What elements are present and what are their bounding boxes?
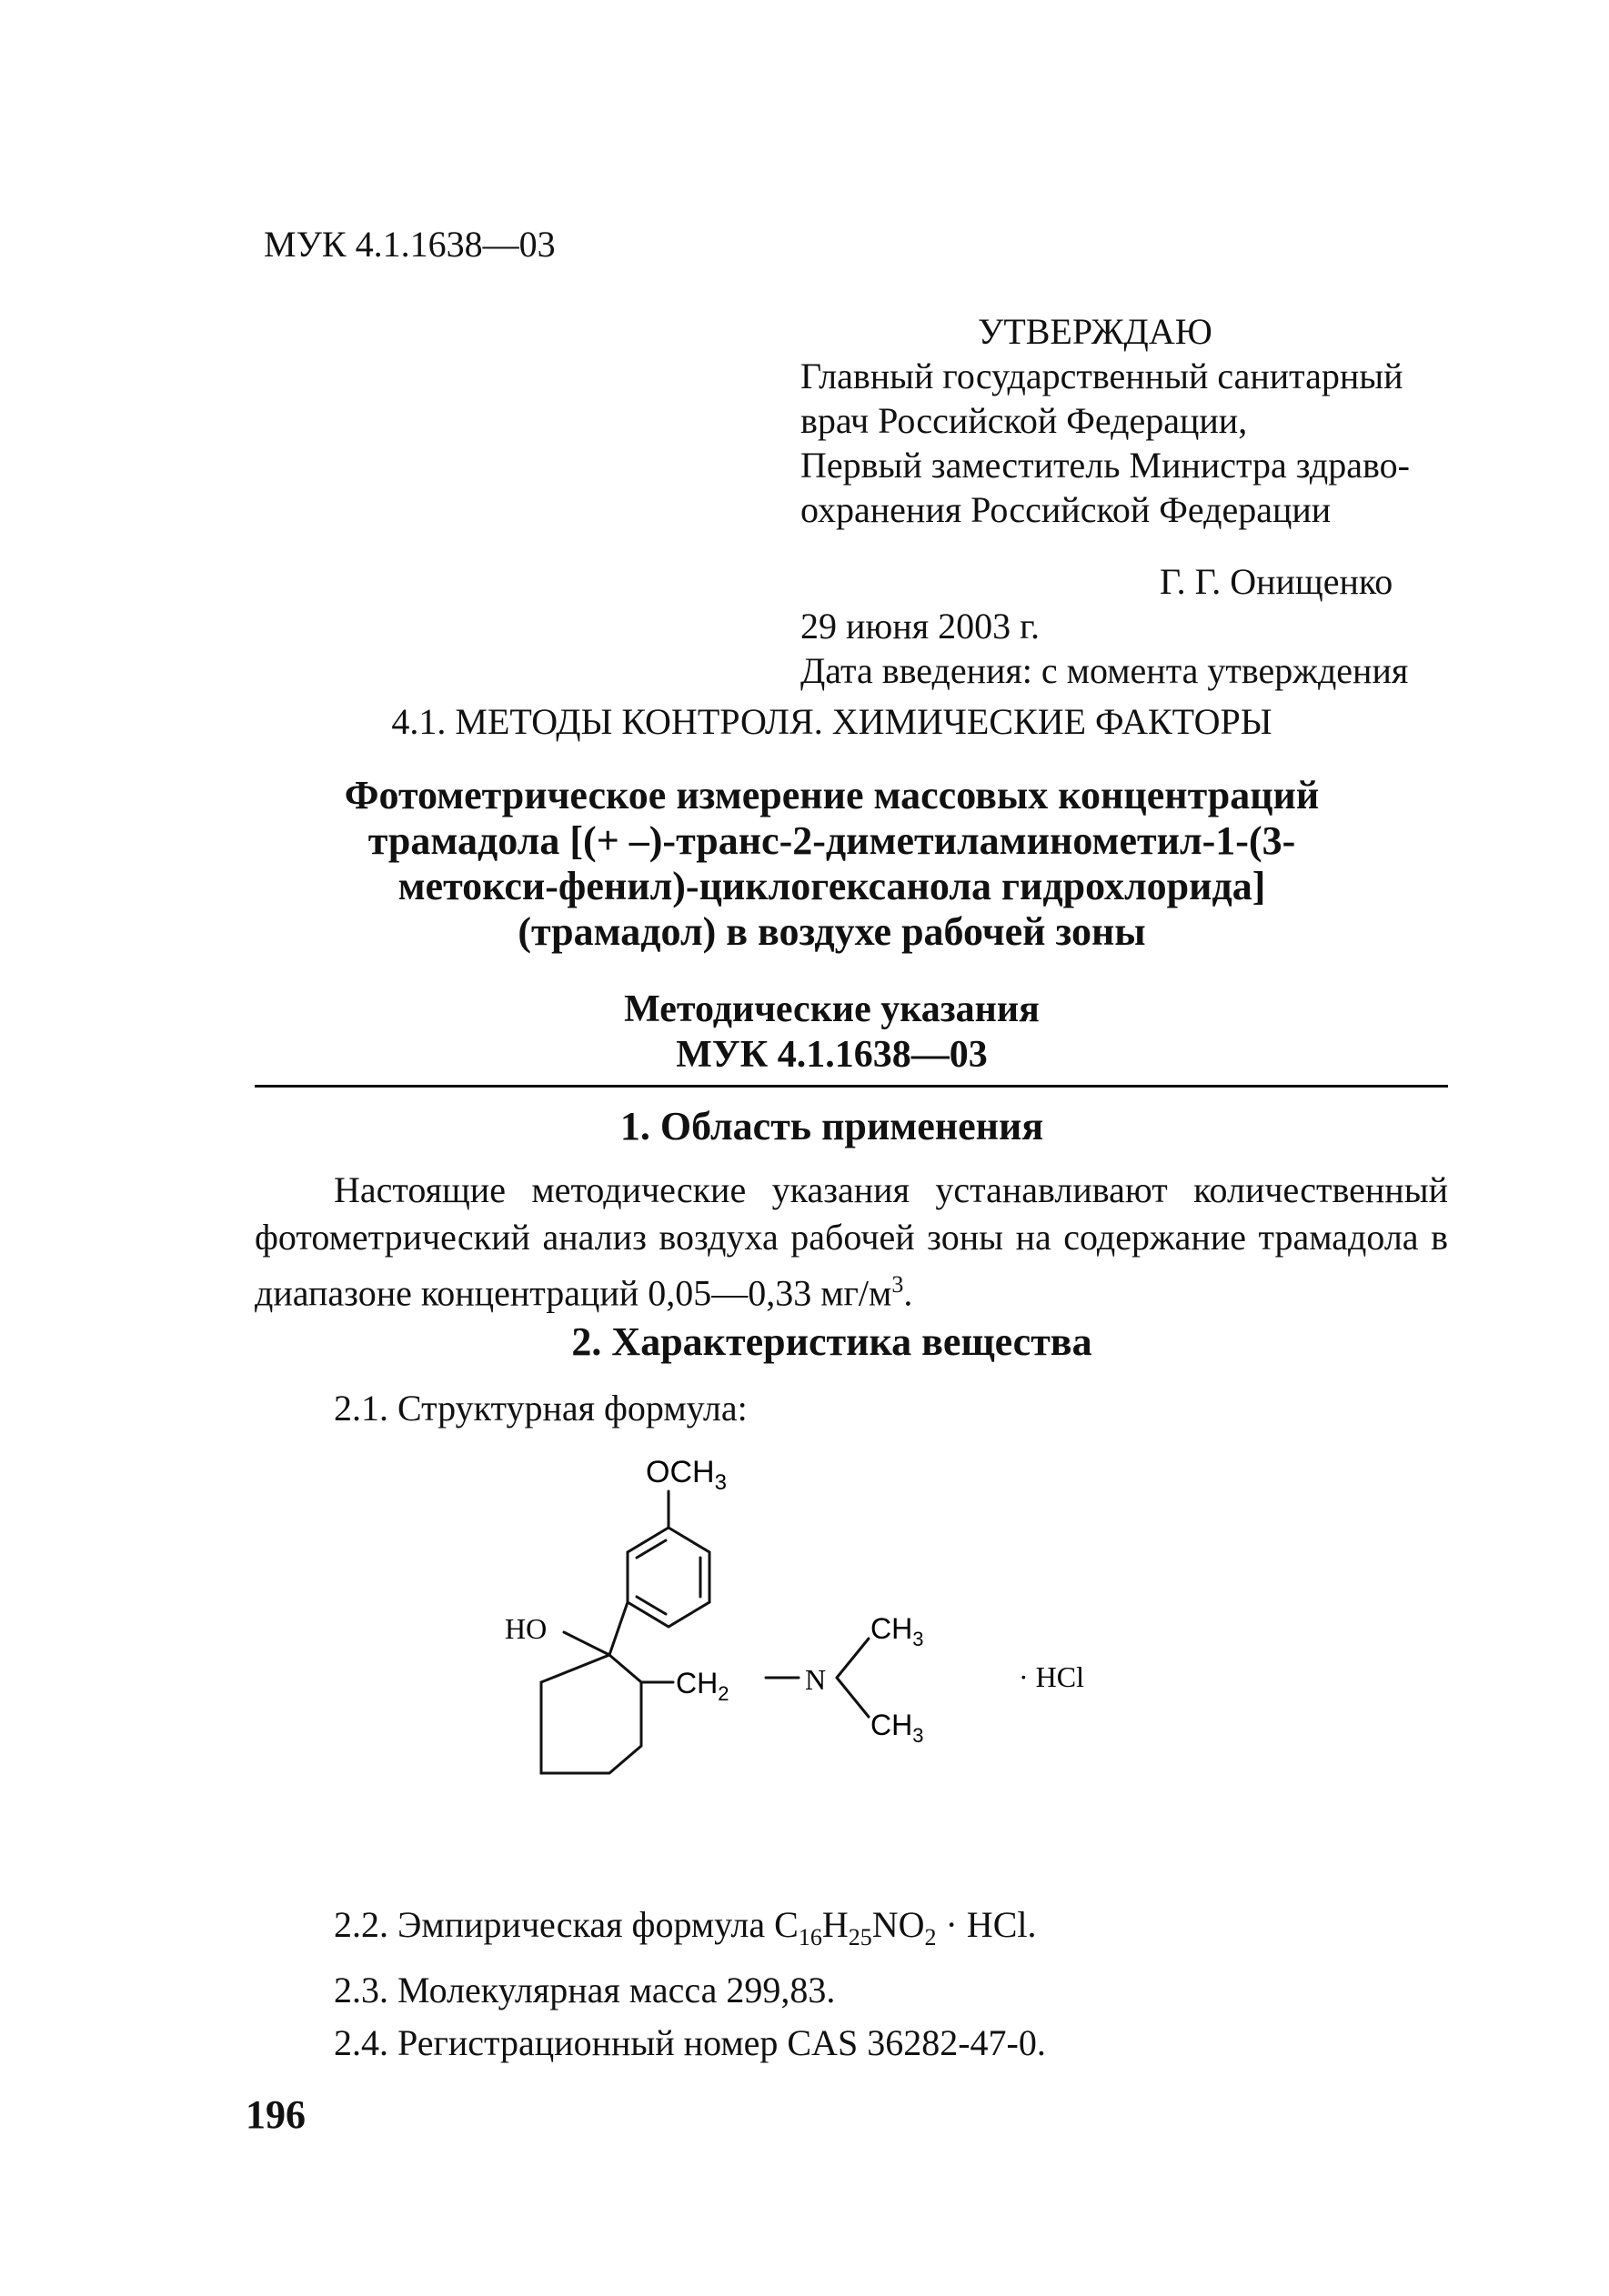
subtitle-line: Методические указания (624, 988, 1040, 1030)
horizontal-rule (255, 1085, 1448, 1088)
nitrogen-label: N (805, 1663, 827, 1696)
item-2-1: 2.1. Структурная формула: (334, 1388, 748, 1429)
title-line: Фотометрическое измерение массовых концентраций (344, 773, 1320, 817)
approval-signatory: Г. Г. Онищенко (1160, 561, 1393, 602)
approval-line: Главный государственный санитарный (800, 356, 1403, 396)
subtitle-code: МУК 4.1.1638—03 (676, 1034, 988, 1076)
superscript-3: 3 (891, 1271, 904, 1298)
methoxy-label: $OCH_3$ (646, 1455, 727, 1495)
approval-line: Первый заместитель Министра здраво- (800, 445, 1410, 486)
document-code-header: МУК 4.1.1638—03 (264, 224, 556, 265)
item-2-2: 2.2. Эмпирическая формула $C_{16}H_{25}NO_2$ · HCl. (334, 1904, 1037, 1950)
section-1-heading: 1. Область применения (619, 1104, 1044, 1148)
approval-title: УТВЕРЖДАЮ (978, 311, 1212, 352)
hydrochloride-label: · HCl (1019, 1660, 1084, 1693)
item-2-3: 2.3. Молекулярная масса 299,83. (334, 1970, 836, 2010)
section-heading: 4.1. МЕТОДЫ КОНТРОЛЯ. ХИМИЧЕСКИЕ ФАКТОРЫ (391, 701, 1272, 742)
methylene-label: $CH_2$ (676, 1667, 729, 1705)
title-line: (трамадол) в воздухе рабочей зоны (518, 909, 1146, 954)
methyl-top-label: $CH_3$ (870, 1612, 924, 1650)
document-subtitle (0, 987, 1609, 1078)
title-line: трамадола [(+ –)-транс-2-диметиламинометил-1-(3- (367, 818, 1296, 863)
approval-effective-date: Дата введения: с момента утверждения (800, 650, 1409, 691)
section-2-heading: 2. Характеристика вещества (571, 1319, 1092, 1364)
paragraph-end: . (903, 1272, 913, 1314)
paragraph-text: Настоящие методические указания устанавливают количественный фотометрический анализ воздуха рабочей зоны на содержание трамадола в диапазоне концентраций 0,05—0,33 мг/м (255, 1169, 1448, 1314)
section-1-paragraph (255, 1167, 1448, 1317)
methyl-bottom-label: $CH_3$ (870, 1709, 924, 1747)
approval-line: врач Российской Федерации, (800, 400, 1248, 441)
item-2-4: 2.4. Регистрационный номер CAS 36282-47-0. (334, 2022, 1046, 2063)
approval-line: охранения Российской Федерации (800, 489, 1332, 530)
hydroxyl-label: HO (505, 1612, 548, 1645)
page-number: 196 (246, 2092, 306, 2137)
tramadol-structural-formula (455, 1428, 1182, 1882)
document-title (0, 773, 1609, 955)
title-line: метокси-фенил)-циклогексанола гидрохлорида] (397, 864, 1266, 908)
approval-date: 29 июня 2003 г. (800, 606, 1040, 647)
approval-block (800, 309, 1410, 693)
substance-properties-list (334, 1899, 1046, 2070)
